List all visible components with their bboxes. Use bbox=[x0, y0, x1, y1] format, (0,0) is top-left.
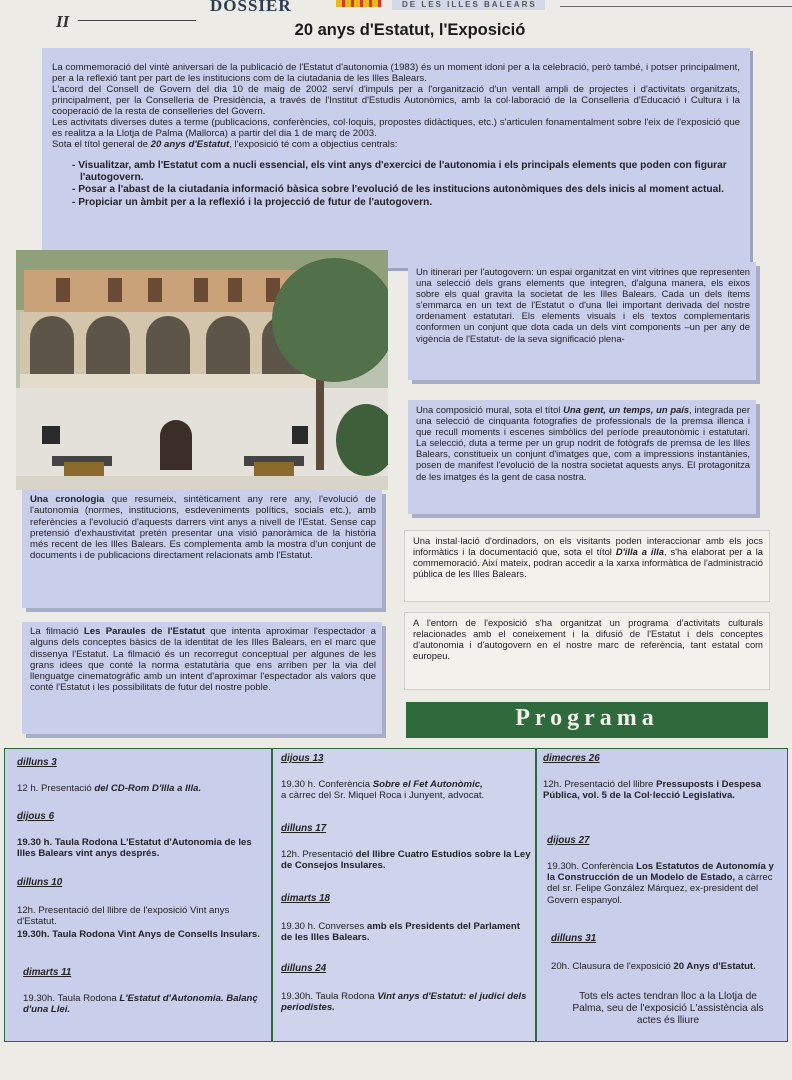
objectives-list bbox=[52, 160, 740, 208]
mural-box bbox=[408, 400, 756, 514]
ordinadors-body: , s'ha elaborat per a la commemoració. Així mateix, podran accedir a la xarxa informàtica de l'administració pública de les Illes Balears. bbox=[413, 546, 763, 579]
intro-paragraph: Les activitats diverses dutes a terme (publicacions, conferències, col·loquis, propostes didàctiques, etc.) s'articulen fonamentalment sobre l'eix de l'exposició que es realitza a la Llotja de Palma (Mallorca) a partir del dia 1 de març de 2003. bbox=[52, 117, 740, 139]
event-item bbox=[543, 779, 781, 801]
event-text: 12 h. Presentació bbox=[17, 783, 95, 794]
building-illustration bbox=[16, 250, 388, 490]
cronologia-body: que resumeix, sintèticament any rere any, l'evolució de l'autonomia (normes, institucions, esdeveniments polítics, socials etc.), amb referències a l'evolució d'aquests darrers vint anys a nivell de l'Estat. Sense cap pretensió d'exhaustivitat pretén presentar una visió panoràmica de la història més recent de les Illes Balears. Es complementa amb la mostra d'un conjunt de documents i de publicacions directament relacionats amb l'Estatut. bbox=[30, 494, 376, 562]
ordinadors-text bbox=[413, 535, 763, 579]
event-item bbox=[23, 993, 263, 1015]
intro-box bbox=[42, 48, 750, 268]
programa-table bbox=[4, 748, 788, 1042]
event-item bbox=[281, 991, 531, 1013]
day-heading: dilluns 17 bbox=[281, 823, 327, 834]
day-heading: dilluns 31 bbox=[551, 933, 597, 944]
programa-banner bbox=[406, 702, 768, 738]
section-label: DOSSIER bbox=[210, 0, 292, 15]
event-item: 19.30 h. Taula Rodona L'Estatut d'Autonomia de les Illes Balears vint anys després. bbox=[17, 837, 252, 860]
event-text: 19.30 h. Conferència bbox=[281, 779, 373, 790]
intro-paragraph: La commemoració del vintè aniversari de la publicació de l'Estatut d'autonomia (1983) és un moment idoni per a la celebració, però també, i potser principalment, per a la reflexió tant per part de les institucions com de la ciutadania de les Illes Balears. bbox=[52, 62, 740, 84]
event-item bbox=[281, 921, 531, 943]
page-header bbox=[0, 0, 792, 44]
mural-body: , integrada per una selecció de cinquanta fotografies de professionals de la premsa illenca i que recull moments i escenes simbòlics del període preautonòmic i estatutari. La selecció, duta a terme per un grup nodrit de fotògrafs de premsa de les Illes Balears, constitueix un conjunt d'imatges que, com a impressions instantànies, posen de manifest l'evolució de la nostra societat aquests anys. El protagonitza de les imatges és la gent de casa nostra. bbox=[416, 404, 750, 482]
list-item: - Visualitzar, amb l'Estatut com a nucli essencial, els vint anys d'exercici de l'autonomia i els principals elements que poden con figurar l'autogovern. bbox=[72, 160, 727, 183]
article-title: 20 anys d'Estatut, l'Exposició bbox=[294, 21, 526, 39]
activitats-box bbox=[404, 612, 770, 690]
event-text: 12h. Presentació bbox=[281, 849, 356, 860]
ordinadors-title: D'illa a illa bbox=[615, 546, 664, 557]
itinerari-text: Un itinerari per l'autogovern: un espai organitzat en vint vitrines que representen una selecció dels grans elements que integren, d'alguna manera, els eixos sobre els qual gravita la societat de les Illes Balears. Cada un dels ítems s'emmarca en un text de l'Estatut o d'una llei important derivada del nostre ordenament estatutari. Els elements visuals i els textos complementaris conformen un conjunt que dota cada un dels vint components –un per any de vigència de l'Estatut- de la seva significació plena- bbox=[416, 266, 750, 344]
event-item bbox=[17, 783, 263, 794]
exhibition-title: 20 anys d'Estatut bbox=[150, 139, 230, 150]
intro-text: Sota el títol general de bbox=[52, 139, 151, 150]
cronologia-lead: Una cronologia bbox=[30, 494, 105, 505]
intro-paragraph: L'acord del Consell de Govern del dia 10 de maig de 2002 serví d'impuls per a l'organització d'un ventall ampli de projectes i d'activitats organitzats, principalment, per la Conselleria de Presidència, a través de l'Institut d'Estudis Autonòmics, amb la col·laboració de la Conselleria d'Educació i Cultura i la cooperació de la resta de conselleries del Govern. bbox=[52, 84, 740, 117]
event-item: 12h. Presentació del llibre de l'exposició Vint anys d'Estatut. bbox=[17, 905, 230, 928]
event-title: amb els Presidents del Parlament de les Illes Balears. bbox=[281, 921, 520, 944]
day-heading: dimarts 11 bbox=[23, 967, 72, 978]
event-item bbox=[281, 779, 531, 801]
programa-column bbox=[271, 749, 537, 1041]
day-heading: dilluns 24 bbox=[281, 963, 327, 974]
event-item: 19.30h. Taula Rodona Vint Anys de Consells Insulars. bbox=[17, 929, 260, 940]
filmacio-text bbox=[30, 626, 376, 694]
page-number: II bbox=[56, 12, 70, 31]
event-title: 20 Anys d'Estatut. bbox=[673, 961, 756, 972]
event-item bbox=[551, 961, 787, 972]
day-heading: dimarts 18 bbox=[281, 893, 331, 904]
region-label: DE LES ILLES BALEARS bbox=[392, 0, 545, 10]
llotja-building-photo bbox=[16, 250, 388, 490]
mural-title: Una gent, un temps, un país bbox=[563, 404, 690, 415]
event-text: 19.30 h. Converses bbox=[281, 921, 367, 932]
mural-text bbox=[416, 404, 750, 482]
ordinadors-box bbox=[404, 530, 770, 602]
event-title: Vint anys d'Estatut: el judici dels periodistes. bbox=[281, 991, 527, 1014]
cronologia-text bbox=[30, 494, 376, 562]
header-rule-right bbox=[560, 6, 792, 7]
mural-lead: Una composició mural, sota el títol bbox=[416, 404, 564, 415]
event-title: Pressuposts i Despesa Pública, vol. 5 de la Col·lecció Legislativa. bbox=[543, 779, 762, 802]
itinerari-box bbox=[408, 262, 756, 380]
event-text: a càrrec del Sr. Miquel Roca i Junyent, advocat. bbox=[281, 790, 485, 802]
list-item: - Posar a l'abast de la ciutadania informació bàsica sobre l'evolució de les institucions autonòmiques des dels inicis al moment actual. bbox=[72, 184, 724, 195]
intro-text: , l'exposició té com a objectius centrals: bbox=[229, 139, 398, 150]
day-heading: dimecres 26 bbox=[543, 753, 600, 764]
event-item bbox=[281, 849, 531, 871]
balearic-flag-icon bbox=[336, 0, 382, 7]
event-title: Sobre el Fet Autonòmic, bbox=[372, 779, 483, 790]
event-text: 12h. Presentació del llibre bbox=[543, 779, 657, 790]
ordinadors-lead: Una instal·lació d'ordinadors, on els visitants poden interaccionar amb els jocs informàtics i la documentació que, sota el títol bbox=[413, 535, 763, 557]
event-text: a càrrec del sr. Felipe González Márquez, ex-president del Govern espanyol. bbox=[547, 872, 773, 906]
filmacio-title: Les Paraules de l'Estatut bbox=[83, 626, 206, 637]
event-text: 20h. Clausura de l'exposició bbox=[551, 961, 674, 972]
activitats-text: A l'entorn de l'exposició s'ha organitzat un programa d'activitats culturals relacionades amb el coneixement i la difusió de l'Estatut i dels conceptes d'autonomia i d'autogovern en el nostre marc de referència, tant estatal com europeu. bbox=[413, 617, 763, 661]
programa-column bbox=[539, 749, 787, 1041]
programa-title: Programa bbox=[515, 705, 659, 731]
day-heading: dijous 27 bbox=[547, 835, 590, 846]
event-title: Los Estatutos de Autonomía y la Construcción de un Modelo de Estado, bbox=[547, 861, 774, 884]
event-text: 19.30h. Conferència bbox=[547, 861, 637, 872]
header-rule bbox=[78, 20, 196, 21]
day-heading: dijous 13 bbox=[281, 753, 324, 764]
event-text: 19.30h. Taula Rodona bbox=[23, 993, 120, 1004]
day-heading: dilluns 10 bbox=[17, 877, 63, 888]
list-item: - Propiciar un àmbit per a la reflexió i la projecció de futur de l'autogovern. bbox=[72, 196, 433, 208]
event-item bbox=[547, 861, 781, 906]
programa-column bbox=[5, 749, 269, 1041]
event-title: del CD-Rom D'Illa a Illa. bbox=[94, 783, 202, 794]
event-text: 19.30h. Taula Rodona bbox=[281, 991, 378, 1002]
day-heading: dilluns 3 bbox=[17, 757, 57, 768]
venue-note: Tots els actes tendran lloc a la Llotja de Palma, seu de l'exposició L'assistència als actes és lliure bbox=[572, 991, 764, 1026]
event-title: L'Estatut d'Autonomia. Balanç d'una Llei. bbox=[23, 993, 258, 1016]
filmacio-box bbox=[22, 622, 382, 734]
filmacio-body: que intenta aproximar l'espectador a alguns dels conceptes bàsics de la identitat de les Illes Balears, en el marc que dissenya l'Estatut. La filmació és un recorregut conceptual per algunes de les grans idees que conté la norma estatutària que ens arriben per la via del llenguatge cinematogràfic amb un intent d'aproximar l'espectador als valors que conté l'Estatut i les possibilitats de futur del nostre poble. bbox=[30, 626, 376, 694]
filmacio-lead: La filmació bbox=[30, 626, 84, 637]
event-title: del llibre Cuatro Estudios sobre la Ley de Consejos Insulares. bbox=[281, 849, 531, 872]
cronologia-box bbox=[22, 490, 382, 608]
intro-paragraph bbox=[52, 139, 740, 150]
day-heading: dijous 6 bbox=[17, 811, 55, 822]
